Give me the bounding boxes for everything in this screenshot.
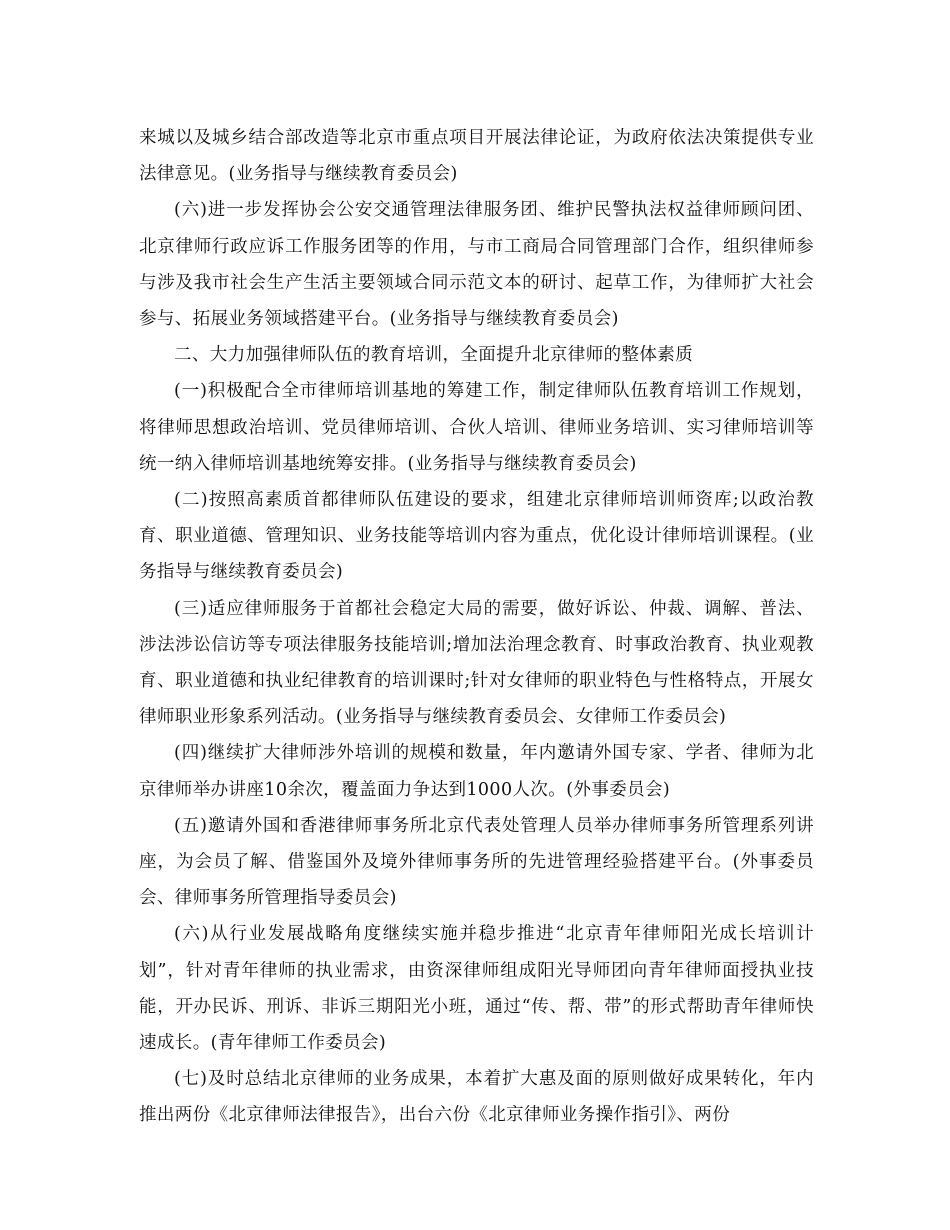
paragraph-item-6-services: (六)进一步发挥协会公安交通管理法律服务团、维护民警执法权益律师顾问团、北京律师行政应诉工作服务团等的作用，与市工商局合同管理部门合作，组织律师参与涉及我市社会生产生活主要领域合同示范文本的研讨、起草工作，为律师扩大社会参与、拓展业务领域搭建平台。(业务指导与继续教育委员会)	[139, 200, 814, 330]
paragraph-item-5-management-lectures: (五)邀请外国和香港律师事务所北京代表处管理人员举办律师事务所管理系列讲座，为会员了解、借鉴国外及境外律师事务所的先进管理经验搭建平台。(外事委员会、律师事务所管理指导委员会)	[139, 815, 814, 909]
paragraph-item-2-trainer-pool: (二)按照高素质首都律师队伍建设的要求，组建北京律师培训师资库;以政治教育、职业道德、管理知识、业务技能等培训内容为重点，优化设计律师培训课程。(业务指导与继续教育委员会)	[139, 490, 814, 583]
paragraph-item-6-young-lawyers: (六)从行业发展战略角度继续实施并稳步推进“北京青年律师阳光成长培训计划”，针对青年律师的执业需求，由资深律师组成阳光导师团向青年律师面授执业技能，开办民诉、刑诉、非诉三期阳光小班，通过“传、帮、带”的形式帮助青年律师快速成长。(青年律师工作委员会)	[139, 924, 814, 1054]
paragraph-item-4-foreign-training: (四)继续扩大律师涉外培训的规模和数量，年内邀请外国专家、学者、律师为北京律师举办讲座10余次，覆盖面力争达到1000人次。(外事委员会)	[139, 743, 814, 800]
paragraph-item-7-achievements: (七)及时总结北京律师的业务成果，本着扩大惠及面的原则做好成果转化，年内推出两份《北京律师法律报告》，出台六份《北京律师业务操作指引》、两份	[139, 1069, 814, 1126]
paragraph-item-1-training-base: (一)积极配合全市律师培训基地的筹建工作，制定律师队伍教育培训工作规划，将律师思想政治培训、党员律师培训、合伙人培训、律师业务培训、实习律师培训等统一纳入律师培训基地统筹安排。(业务指导与继续教育委员会)	[139, 381, 814, 474]
paragraph-item-3-skills-training: (三)适应律师服务于首都社会稳定大局的需要，做好诉讼、仲裁、调解、普法、涉法涉讼信访等专项法律服务技能培训;增加法治理念教育、时事政治教育、执业观教育、职业道德和执业纪律教育的培训课时;针对女律师的职业特色与性格特点，开展女律师职业形象系列活动。(业务指导与继续教育委员会、女律师工作委员会)	[139, 598, 814, 728]
paragraph-continuation: 来城以及城乡结合部改造等北京市重点项目开展法律论证，为政府依法决策提供专业法律意见。(业务指导与继续教育委员会)	[139, 128, 814, 185]
document-body	[139, 120, 814, 1134]
section-heading-2: 二、大力加强律师队伍的教育培训，全面提升北京律师的整体素质	[174, 345, 694, 366]
